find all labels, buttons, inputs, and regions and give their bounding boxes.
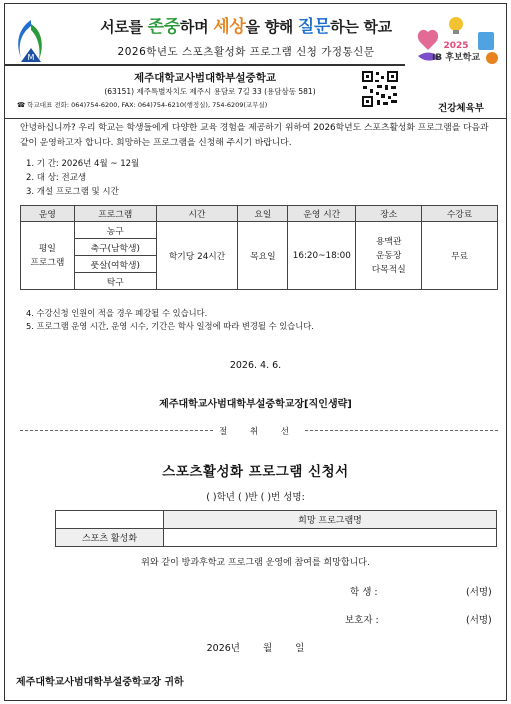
- cell-program-soccer: 축구(남학생): [74, 239, 156, 256]
- school-slogan: 서로를 존중하며 세상을 향해 질문하는 학교: [100, 17, 392, 37]
- cell-fee: 무료: [422, 222, 498, 290]
- ib-candidate-logo-icon: [410, 12, 502, 78]
- info-period: 1. 기 간: 2026년 4월 ~ 12월: [26, 159, 140, 169]
- desired-program-field[interactable]: [164, 529, 497, 547]
- application-date: 2026년 월 일: [206, 643, 305, 654]
- cell-program-basketball: 농구: [74, 222, 156, 239]
- table-row: [21, 222, 498, 239]
- col-place: 장소: [356, 206, 422, 222]
- header-rule: [5, 64, 405, 66]
- letter-header: [5, 4, 506, 116]
- application-header: 희망 프로그램명: [164, 511, 497, 529]
- cell-hours: 16:20~18:00: [288, 222, 356, 290]
- application-row-label: 스포츠 활성화: [56, 529, 164, 547]
- cut-line: [20, 425, 498, 435]
- principal-signature: 제주대학교사범대학부설중학교장[직인생략]: [159, 399, 352, 410]
- ib-year: 2025: [443, 41, 469, 51]
- col-hours: 운영 시간: [288, 206, 356, 222]
- cell-operation: 평일 프로그램: [21, 222, 75, 290]
- application-title: 스포츠활성화 프로그램 신청서: [162, 464, 349, 480]
- cut-label: 절 취 선: [213, 427, 305, 437]
- cell-time: 학기당 24시간: [156, 222, 238, 290]
- qr-code-icon: [361, 70, 399, 108]
- note-cancellation: 4. 수강신청 인원이 적을 경우 폐강될 수 있습니다.: [26, 308, 208, 318]
- header-bottom-rule: [5, 118, 506, 119]
- cell-day: 목요일: [238, 222, 288, 290]
- table-row: [56, 529, 497, 547]
- cell-place: 용맥관 운동장 다목적실: [356, 222, 422, 290]
- student-sign-mark[interactable]: (서명): [466, 587, 492, 598]
- col-time: 시간: [156, 206, 238, 222]
- school-phone: ☎ 학교대표 전화: 064)754-6200, FAX: 064)754-6210(행정실), 754-6209(교무실): [17, 101, 268, 109]
- consent-statement: 위와 같이 방과후학교 프로그램 운영에 참여를 희망합니다.: [141, 558, 370, 568]
- addressee: 제주대학교사범대학부설중학교장 귀하: [16, 677, 184, 688]
- notice-date: 2026. 4. 6.: [229, 360, 282, 371]
- application-table: [55, 510, 497, 547]
- intro-paragraph: 안녕하십니까? 우리 학교는 학생들에게 다양한 교육 경험을 제공하기 위하여 2026학년도 스포츠활성화 프로그램을 다음과 같이 운영하고자 합니다. 희망하는 프로그램을 신청해 주시기 바랍니다.: [20, 123, 489, 148]
- application-corner-cell: [56, 511, 164, 529]
- table-row: [56, 511, 497, 529]
- info-target: 2. 대 상: 전교생: [26, 173, 87, 183]
- student-sign-label: 학 생 :: [350, 587, 378, 598]
- school-address: (63151) 제주특별자치도 제주시 용담로 7길 33 (용담삼동 581): [104, 87, 316, 96]
- svg-text:M: M: [27, 53, 35, 62]
- cell-program-tabletennis: 탁구: [74, 273, 156, 290]
- department-name: 건강체육부: [438, 103, 484, 114]
- col-day: 요일: [238, 206, 288, 222]
- col-operation: 운영: [21, 206, 75, 222]
- program-table: [20, 205, 498, 290]
- guardian-sign-mark[interactable]: (서명): [466, 615, 492, 626]
- ib-label: IB 후보학교: [431, 53, 481, 63]
- letter-subtitle: 2026학년도 스포츠활성화 프로그램 신청 가정통신문: [117, 46, 375, 58]
- note-schedule-change: 5. 프로그램 운영 시간, 운영 시수, 기간은 학사 일정에 따라 변경될 수 있습니다.: [26, 321, 314, 331]
- col-fee: 수강료: [422, 206, 498, 222]
- info-programs: 3. 개설 프로그램 및 시간: [26, 187, 119, 197]
- student-info-line: ( )학년 ( )반 ( )번 성명:: [206, 492, 305, 503]
- school-logo-icon: [11, 18, 51, 66]
- col-program: 프로그램: [74, 206, 156, 222]
- cell-program-futsal: 풋살(여학생): [74, 256, 156, 273]
- school-name: 제주대학교사범대학부설중학교: [133, 72, 276, 84]
- program-table-header: [21, 206, 498, 222]
- guardian-sign-label: 보호자 :: [345, 615, 379, 626]
